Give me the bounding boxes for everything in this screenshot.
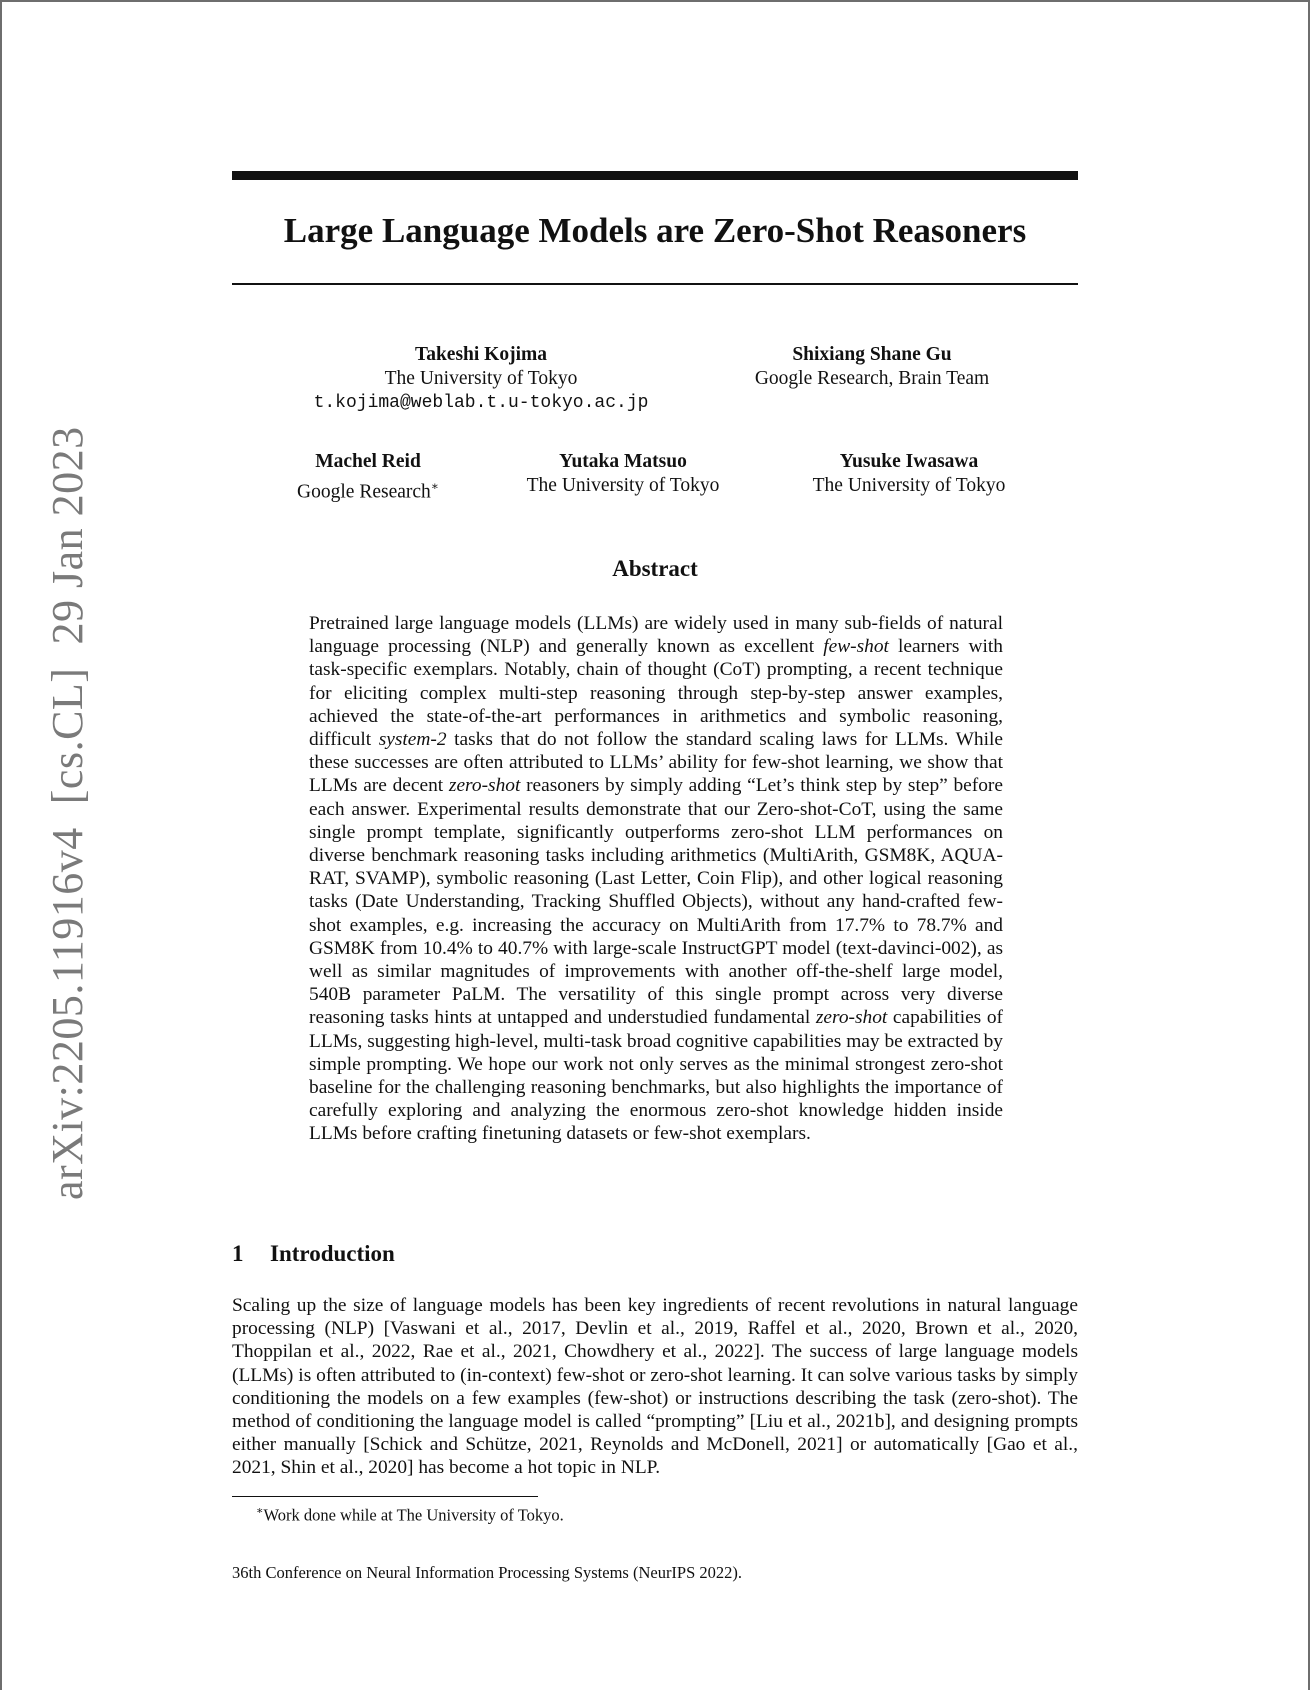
abstract-text: Pretrained large language models (LLMs) are widely used in many sub-fields of natural language processing (NLP) and generally known as excellent few-shot learners with task-specific exemplars. Notably, chain of thought (CoT) prompting, a recent technique for eliciting complex multi-step reasoning through step-by-step answer examples, achieved the state-of-the-art performances in arithmetics and symbolic reasoning, difficult system-2 tasks that do not follow the standard scaling laws for LLMs. While these successes are often attributed to LLMs’ ability for few-shot learning, we show that LLMs are decent zero-shot reasoners by simply adding “Let’s think step by step” before each answer. Experimental results demonstrate that our Zero-shot-CoT, using the same single prompt template, significantly outperforms zero-shot LLM performances on diverse benchmark reasoning tasks including arithmetics (MultiArith, GSM8K, AQUA-RAT, SVAMP), symbolic reasoning (Last Letter, Coin Flip), and other logical reasoning tasks (Date Understanding, Tracking Shuffled Objects), without any hand-crafted few-shot examples, e.g. increasing the accuracy on MultiArith from 17.7% to 78.7% and GSM8K from 10.4% to 40.7% with large-scale InstructGPT model (text-davinci-002), as well as similar magnitudes of improvements with another off-the-shelf large model, 540B parameter PaLM. The versatility of this single prompt across very diverse reasoning tasks hints at untapped and understudied fundamental zero-shot capabilities of LLMs, suggesting high-level, multi-task broad cognitive capabilities may be extracted by simple prompting. We hope our work not only serves as the minimal strongest zero-shot baseline for the challenging reasoning benchmarks, but also highlights the importance of carefully exploring and analyzing the enormous zero-shot knowledge hidden inside LLMs before crafting finetuning datasets or few-shot exemplars. <box>309 613 1003 1145</box>
footnote-text: Work done while at The University of Tokyo. <box>263 1505 564 1525</box>
emphasis: system-2 <box>378 729 447 751</box>
emphasis: few-shot <box>823 636 889 658</box>
author-block <box>268 450 468 505</box>
author-affiliation: The University of Tokyo <box>812 475 1006 496</box>
emphasis: zero-shot <box>815 1007 888 1029</box>
author-block <box>789 450 1029 498</box>
footnote <box>256 1501 564 1526</box>
author-name: Yutaka Matsuo <box>559 451 687 472</box>
author-name: Yusuke Iwasawa <box>839 451 979 472</box>
arxiv-identifier-stamp: arXiv:2205.11916v4 [cs.CL] 29 Jan 2023 <box>43 426 92 1200</box>
author-block <box>712 343 1032 391</box>
author-name: Takeshi Kojima <box>414 344 547 365</box>
emphasis: zero-shot <box>448 775 521 797</box>
author-affiliation: Google Research, Brain Team <box>754 368 990 389</box>
footnote-mark: ∗ <box>256 1505 264 1517</box>
title-rule-top <box>232 171 1078 180</box>
author-email[interactable]: t.kojima@weblab.t.u-tokyo.ac.jp <box>313 393 649 413</box>
introduction-paragraph: Scaling up the size of language models has been key ingredients of recent revolutions in natural language processing (NLP) [Vaswani et al., 2017, Devlin et al., 2019, Raffel et al., 2020, Brown et al., 2020, Thoppilan et al., 2022, Rae et al., 2021, Chowdhery et al., 2022]. The success of large language models (LLMs) is often attributed to (in-context) few-shot or zero-shot learning. It can solve various tasks by simply conditioning the models on a few examples (few-shot) or instructions describing the task (zero-shot). The method of conditioning the language model is called “prompting” [Liu et al., 2021b], and designing prompts either manually [Schick and Schütze, 2021, Reynolds and McDonell, 2021] or automatically [Gao et al., 2021, Shin et al., 2020] has become a hot topic in NLP. <box>232 1295 1078 1479</box>
author-affiliation: The University of Tokyo <box>526 475 720 496</box>
section-heading-introduction <box>232 1241 395 1267</box>
footnote-rule <box>232 1496 538 1497</box>
author-name: Shixiang Shane Gu <box>792 344 952 365</box>
author-affiliation: The University of Tokyo <box>384 368 578 389</box>
author-affiliation: Google Research∗ <box>297 479 439 503</box>
section-number: 1 <box>232 1241 244 1266</box>
abstract-heading: Abstract <box>612 556 698 581</box>
paper-title: Large Language Models are Zero-Shot Reasoners <box>283 211 1027 250</box>
affiliation-footnote-mark: ∗ <box>430 479 439 493</box>
venue-note: 36th Conference on Neural Information Processing Systems (NeurIPS 2022). <box>232 1563 743 1582</box>
author-block <box>301 343 661 415</box>
author-name: Machel Reid <box>315 451 421 472</box>
author-block <box>503 450 743 498</box>
section-title: Introduction <box>270 1241 395 1266</box>
title-rule-bottom <box>232 283 1078 285</box>
